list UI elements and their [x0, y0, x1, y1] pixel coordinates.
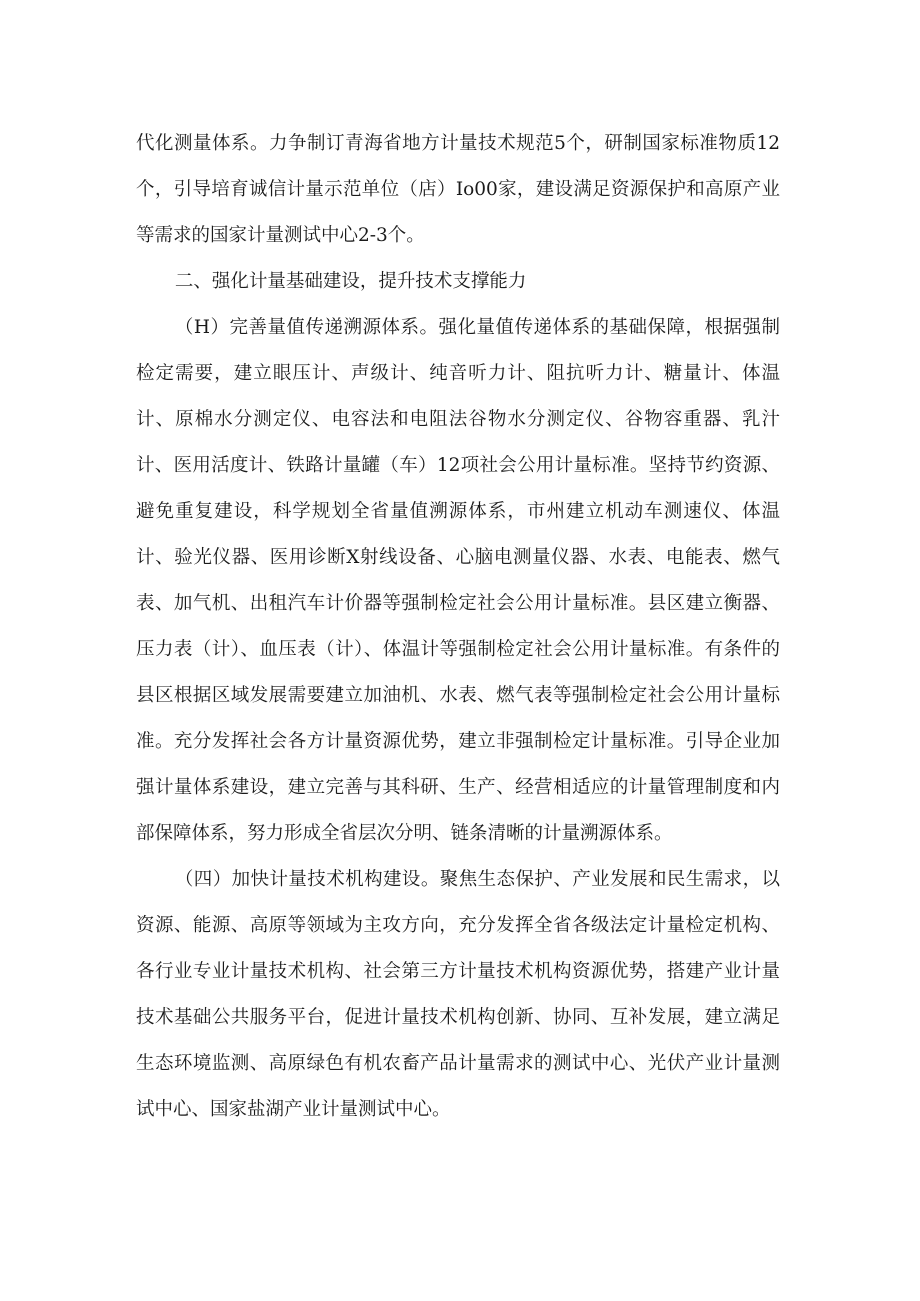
- paragraph-measurement-traceability: （H）完善量值传递溯源体系。强化量值传递体系的基础保障，根据强制检定需要，建立眼压计、声级计、纯音听力计、阻抗听力计、糖量计、体温计、原棉水分测定仪、电容法和电阻法谷物水分测定仪、谷物容重器、乳汁计、医用活度计、铁路计量罐（车）12项社会公用计量标准。坚持节约资源、避免重复建设，科学规划全省量值溯源体系，市州建立机动车测速仪、体温计、验光仪器、医用诊断X射线设备、心脑电测量仪器、水表、电能表、燃气表、加气机、出租汽车计价器等强制检定社会公用计量标准。县区建立衡器、压力表（计）、血压表（计）、体温计等强制检定社会公用计量标准。有条件的县区根据区域发展需要建立加油机、水表、燃气表等强制检定社会公用计量标准。充分发挥社会各方计量资源优势，建立非强制检定计量标准。引导企业加强计量体系建设，建立完善与其科研、生产、经营相适应的计量管理制度和内部保障体系，努力形成全省层次分明、链条清晰的计量溯源体系。: [136, 317, 780, 844]
- paragraph-continuation: 代化测量体系。力争制订青海省地方计量技术规范5个，研制国家标准物质12个，引导培育诚信计量示范单位（店）Io00家，建设满足资源保护和高原产业等需求的国家计量测试中心2-3个。: [136, 133, 780, 246]
- section-heading: 二、强化计量基础建设，提升技术支撑能力: [174, 271, 527, 292]
- paragraph-technical-institutions: （四）加快计量技术机构建设。聚焦生态保护、产业发展和民生需求，以资源、能源、高原等领域为主攻方向，充分发挥全省各级法定计量检定机构、各行业专业计量技术机构、社会第三方计量技术机构资源优势，搭建产业计量技术基础公共服务平台，促进计量技术机构创新、协同、互补发展，建立满足生态环境监测、高原绿色有机农畜产品计量需求的测试中心、光伏产业计量测试中心、国家盐湖产业计量测试中心。: [136, 869, 780, 1120]
- document-body: [136, 121, 780, 1133]
